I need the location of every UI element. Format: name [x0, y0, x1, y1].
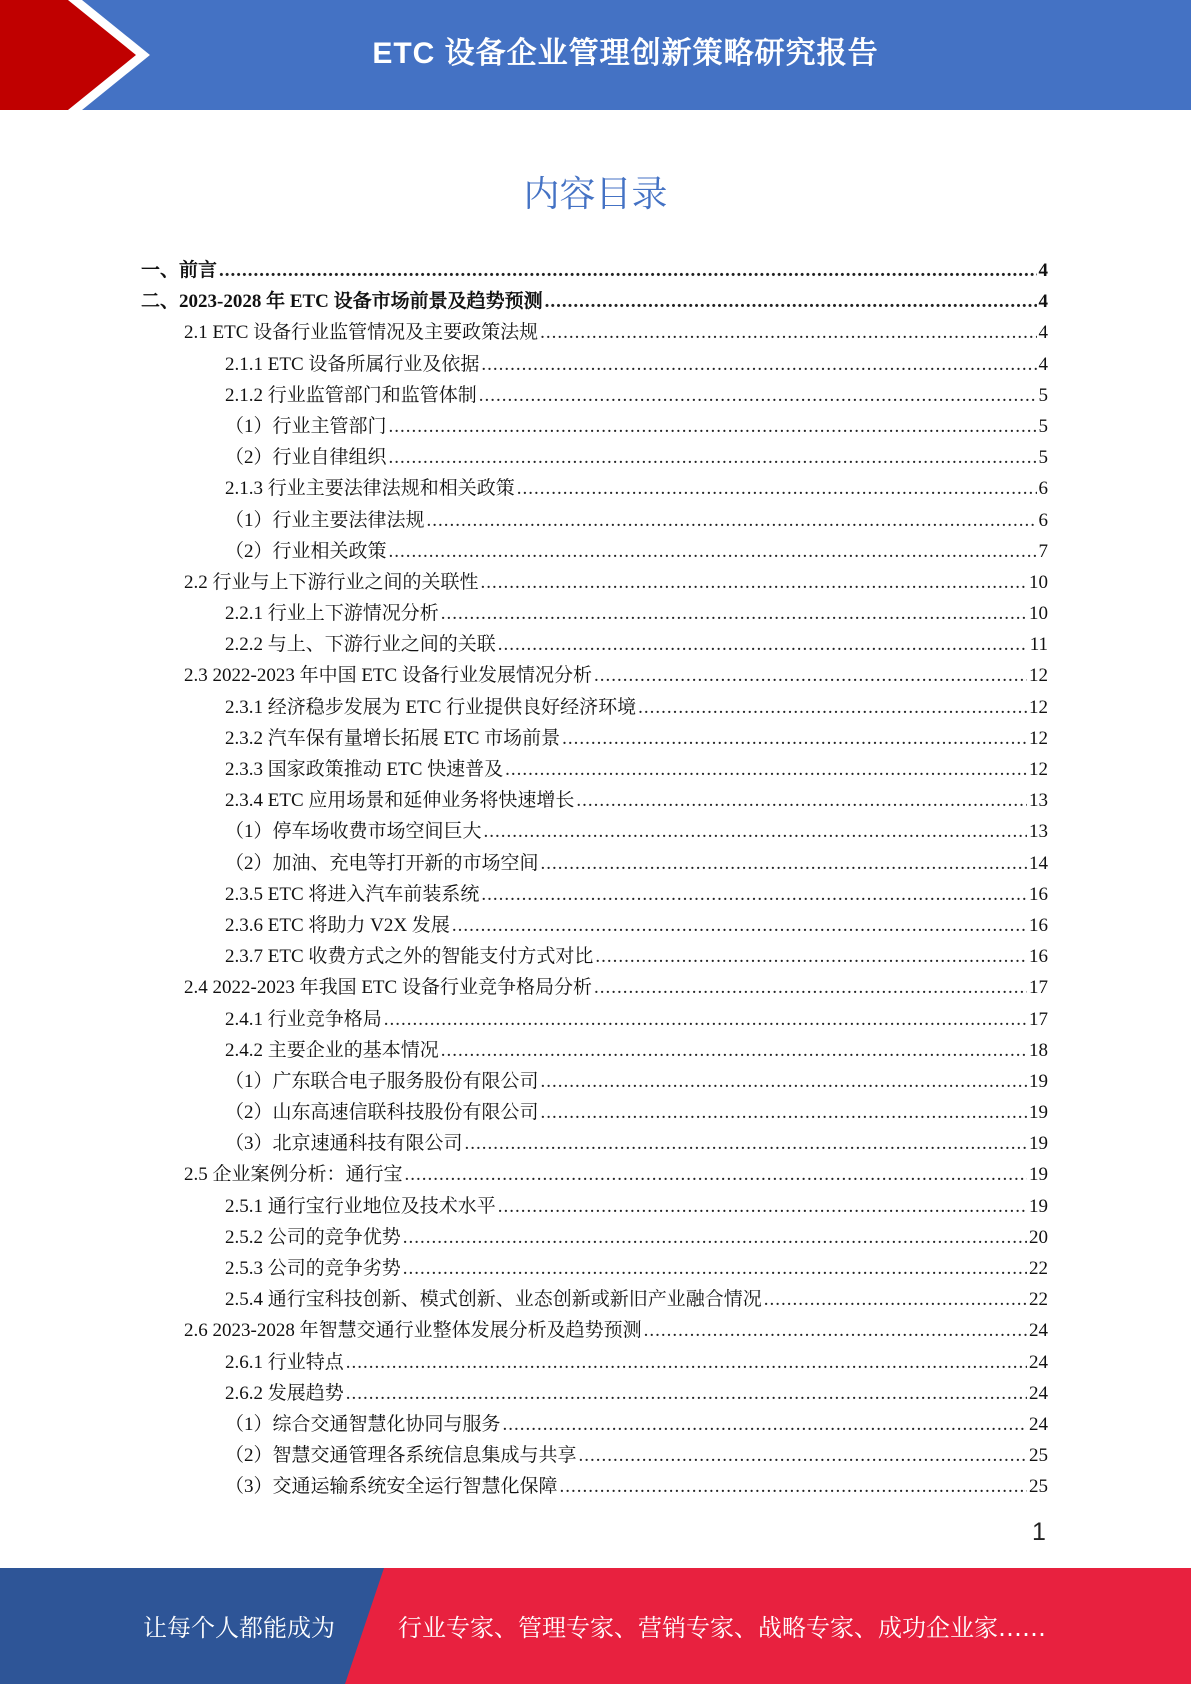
toc-entry-title: 2.3.5 ETC 将进入汽车前装系统: [225, 883, 480, 905]
toc-entry-title: 2.3.4 ETC 应用场景和延伸业务将快速增长: [225, 790, 575, 812]
toc-entry-title: （1）广东联合电子服务股份有限公司: [225, 1070, 539, 1092]
toc-entry-title: 2.1.1 ETC 设备所属行业及依据: [225, 353, 480, 375]
toc-dot-leader: [594, 977, 1027, 999]
footer-slogan-left: 让每个人都能成为: [143, 1614, 335, 1642]
toc-entry[interactable]: [141, 879, 1048, 910]
toc-entry[interactable]: [141, 660, 1048, 691]
toc-entry[interactable]: [141, 1159, 1048, 1190]
toc-entry[interactable]: [141, 972, 1048, 1003]
toc-entry-page: 18: [1029, 1039, 1048, 1061]
toc-entry[interactable]: [141, 349, 1048, 380]
page-number: 1: [1032, 1518, 1046, 1546]
toc-entry-title: 2.3.2 汽车保有量增长拓展 ETC 市场前景: [225, 727, 561, 749]
toc-entry[interactable]: [141, 1347, 1048, 1378]
toc-dot-leader: [505, 759, 1027, 781]
toc-dot-leader: [594, 665, 1027, 687]
toc-entry[interactable]: [141, 505, 1048, 536]
toc-entry-title: 2.3.6 ETC 将助力 V2X 发展: [225, 914, 450, 936]
toc-entry-page: 4: [1038, 353, 1048, 375]
toc-dot-leader: [389, 416, 1037, 438]
table-of-contents: [141, 255, 1048, 1503]
toc-entry-title: 2.1.2 行业监管部门和监管体制: [225, 384, 477, 406]
toc-dot-leader: [562, 728, 1027, 750]
toc-entry[interactable]: [141, 1004, 1048, 1035]
toc-entry-title: 二、2023-2028 年 ETC 设备市场前景及趋势预测: [141, 291, 543, 313]
toc-entry-page: 20: [1029, 1226, 1048, 1248]
toc-entry-title: （2）山东高速信联科技股份有限公司: [225, 1102, 539, 1124]
toc-entry-title: 2.4.1 行业竞争格局: [225, 1008, 382, 1030]
toc-entry-page: 5: [1038, 415, 1048, 437]
toc-entry-page: 13: [1029, 790, 1048, 812]
toc-dot-leader: [595, 946, 1027, 968]
toc-entry-title: （1）行业主管部门: [225, 415, 387, 437]
toc-dot-leader: [479, 385, 1037, 407]
toc-entry[interactable]: [141, 286, 1048, 317]
toc-dot-leader: [384, 1009, 1027, 1031]
toc-dot-leader: [764, 1289, 1027, 1311]
toc-dot-leader: [441, 1040, 1027, 1062]
toc-entry[interactable]: [141, 1222, 1048, 1253]
toc-entry-page: 22: [1029, 1258, 1048, 1279]
toc-dot-leader: [498, 1196, 1027, 1218]
toc-entry-page: 24: [1029, 1382, 1048, 1404]
toc-dot-leader: [517, 478, 1037, 500]
toc-entry[interactable]: [141, 567, 1048, 598]
toc-entry-title: （1）行业主要法律法规: [225, 509, 425, 531]
toc-dot-leader: [481, 354, 1036, 376]
toc-entry-page: 12: [1029, 759, 1048, 780]
toc-entry-title: 2.5 企业案例分析：通行宝: [184, 1164, 403, 1186]
toc-entry-page: 22: [1029, 1289, 1048, 1311]
toc-dot-leader: [541, 1102, 1027, 1124]
toc-entry[interactable]: [141, 723, 1048, 754]
toc-entry-title: 2.1 ETC 设备行业监管情况及主要政策法规: [184, 322, 539, 344]
toc-entry[interactable]: [141, 411, 1048, 442]
toc-dot-leader: [541, 1071, 1027, 1093]
toc-dot-leader: [503, 1414, 1027, 1436]
toc-entry-page: 12: [1029, 696, 1048, 718]
toc-entry-title: 2.4 2022-2023 年我国 ETC 设备行业竞争格局分析: [184, 977, 592, 999]
toc-entry-page: 19: [1029, 1195, 1048, 1217]
toc-entry-title: 2.3.3 国家政策推动 ETC 快速普及: [225, 759, 504, 780]
footer-banner: [0, 1568, 1191, 1684]
toc-entry[interactable]: [141, 1284, 1048, 1315]
toc-entry[interactable]: [141, 1191, 1048, 1222]
toc-dot-leader: [498, 634, 1028, 656]
toc-entry[interactable]: [141, 692, 1048, 723]
toc-entry[interactable]: [141, 1253, 1048, 1284]
toc-entry-title: 2.3 2022-2023 年中国 ETC 设备行业发展情况分析: [184, 665, 592, 687]
toc-entry[interactable]: [141, 785, 1048, 816]
toc-dot-leader: [403, 1227, 1027, 1249]
toc-entry-title: 2.6 2023-2028 年智慧交通行业整体发展分析及趋势预测: [184, 1320, 642, 1342]
toc-entry[interactable]: [141, 1066, 1048, 1097]
toc-entry-page: 10: [1029, 603, 1048, 625]
toc-heading: 内容目录: [523, 174, 668, 215]
toc-entry-page: 16: [1029, 946, 1048, 968]
toc-entry-title: （2）智慧交通管理各系统信息集成与共享: [225, 1445, 577, 1467]
toc-entry-title: 2.5.1 通行宝行业地位及技术水平: [225, 1195, 496, 1217]
toc-entry-title: 一、前言: [141, 260, 218, 281]
toc-entry-page: 10: [1029, 571, 1048, 593]
toc-entry-page: 7: [1038, 540, 1048, 562]
toc-entry[interactable]: [141, 629, 1048, 660]
toc-dot-leader: [644, 1320, 1027, 1342]
toc-dot-leader: [427, 510, 1037, 532]
toc-entry-title: （2）加油、充电等打开新的市场空间: [225, 852, 539, 874]
header-banner: [0, 0, 1191, 110]
toc-dot-leader: [541, 853, 1027, 875]
toc-entry-title: 2.6.2 发展趋势: [225, 1382, 344, 1404]
toc-dot-leader: [540, 322, 1036, 344]
toc-entry-page: 25: [1029, 1445, 1048, 1467]
toc-entry[interactable]: [141, 1409, 1048, 1440]
toc-entry[interactable]: [141, 1471, 1048, 1502]
toc-dot-leader: [405, 1164, 1027, 1186]
toc-dot-leader: [579, 1445, 1027, 1467]
toc-entry-title: （3）北京速通科技有限公司: [225, 1133, 463, 1155]
toc-entry-page: 25: [1029, 1476, 1048, 1498]
toc-entry-title: （2）行业自律组织: [225, 447, 387, 469]
toc-dot-leader: [481, 884, 1027, 906]
toc-entry-page: 17: [1029, 977, 1048, 999]
footer-slogan-right: 行业专家、管理专家、营销专家、战略专家、成功企业家……: [398, 1614, 1046, 1642]
toc-dot-leader: [481, 572, 1027, 594]
toc-dot-leader: [484, 821, 1027, 843]
toc-entry-page: 16: [1029, 883, 1048, 905]
toc-entry[interactable]: [141, 1378, 1048, 1409]
toc-entry-title: 2.5.4 通行宝科技创新、模式创新、业态创新或新旧产业融合情况: [225, 1289, 762, 1311]
toc-entry-title: （1）停车场收费市场空间巨大: [225, 821, 482, 843]
toc-entry[interactable]: [141, 442, 1048, 473]
toc-entry-page: 5: [1038, 384, 1048, 406]
toc-entry[interactable]: [141, 380, 1048, 411]
toc-entry-page: 5: [1038, 447, 1048, 469]
toc-entry-page: 11: [1029, 634, 1048, 656]
toc-entry-page: 4: [1038, 291, 1048, 313]
toc-entry-title: 2.2.1 行业上下游情况分析: [225, 603, 439, 625]
toc-entry-title: 2.6.1 行业特点: [225, 1351, 344, 1373]
toc-dot-leader: [441, 603, 1027, 625]
toc-entry-title: 2.5.2 公司的竞争优势: [225, 1226, 401, 1248]
toc-dot-leader: [638, 697, 1027, 719]
toc-entry[interactable]: [141, 1315, 1048, 1346]
toc-entry-page: 17: [1029, 1008, 1048, 1030]
report-title: ETC 设备企业管理创新策略研究报告: [372, 37, 879, 70]
toc-entry[interactable]: [141, 1097, 1048, 1128]
toc-dot-leader: [465, 1133, 1027, 1155]
toc-entry[interactable]: [141, 816, 1048, 847]
toc-entry-title: 2.2.2 与上、下游行业之间的关联: [225, 634, 496, 656]
toc-entry-title: （1）综合交通智慧化协同与服务: [225, 1413, 501, 1435]
toc-entry-page: 13: [1029, 821, 1048, 843]
toc-dot-leader: [576, 790, 1027, 812]
toc-entry[interactable]: [141, 910, 1048, 941]
toc-entry-title: 2.3.1 经济稳步发展为 ETC 行业提供良好经济环境: [225, 696, 637, 718]
toc-entry-page: 14: [1029, 852, 1048, 874]
toc-dot-leader: [346, 1383, 1027, 1405]
toc-entry[interactable]: [141, 317, 1048, 348]
toc-dot-leader: [389, 447, 1037, 469]
toc-entry-page: 24: [1029, 1320, 1048, 1342]
toc-entry[interactable]: [141, 255, 1048, 286]
toc-entry-title: 2.4.2 主要企业的基本情况: [225, 1039, 439, 1061]
toc-entry-page: 4: [1038, 322, 1048, 344]
toc-entry-page: 12: [1029, 727, 1048, 749]
toc-entry[interactable]: [141, 754, 1048, 785]
toc-dot-leader: [219, 260, 1036, 282]
toc-dot-leader: [452, 915, 1027, 937]
toc-entry[interactable]: [141, 941, 1048, 972]
toc-entry-page: 19: [1029, 1164, 1048, 1186]
toc-entry-page: 6: [1038, 478, 1048, 500]
toc-entry-page: 4: [1038, 260, 1048, 281]
toc-entry-page: 12: [1029, 665, 1048, 687]
toc-dot-leader: [403, 1258, 1027, 1280]
toc-entry-page: 19: [1029, 1133, 1048, 1155]
toc-entry[interactable]: [141, 1440, 1048, 1471]
toc-dot-leader: [346, 1352, 1027, 1374]
toc-dot-leader: [560, 1476, 1027, 1498]
toc-entry-title: （2）行业相关政策: [225, 540, 387, 562]
toc-entry[interactable]: [141, 1128, 1048, 1159]
toc-entry[interactable]: [141, 848, 1048, 879]
toc-entry-page: 19: [1029, 1102, 1048, 1124]
toc-entry-page: 24: [1029, 1413, 1048, 1435]
toc-entry-page: 24: [1029, 1351, 1048, 1373]
toc-entry[interactable]: [141, 598, 1048, 629]
toc-entry[interactable]: [141, 1035, 1048, 1066]
toc-entry[interactable]: [141, 473, 1048, 504]
toc-entry-title: 2.1.3 行业主要法律法规和相关政策: [225, 478, 515, 500]
toc-entry-page: 6: [1038, 509, 1048, 531]
toc-dot-leader: [389, 541, 1037, 563]
toc-entry[interactable]: [141, 536, 1048, 567]
toc-entry-title: 2.3.7 ETC 收费方式之外的智能支付方式对比: [225, 946, 594, 968]
toc-entry-title: （3）交通运输系统安全运行智慧化保障: [225, 1476, 558, 1498]
toc-entry-page: 16: [1029, 914, 1048, 936]
toc-dot-leader: [545, 291, 1037, 313]
toc-entry-title: 2.5.3 公司的竞争劣势: [225, 1258, 401, 1279]
toc-entry-page: 19: [1029, 1070, 1048, 1092]
toc-entry-title: 2.2 行业与上下游行业之间的关联性: [184, 571, 479, 593]
